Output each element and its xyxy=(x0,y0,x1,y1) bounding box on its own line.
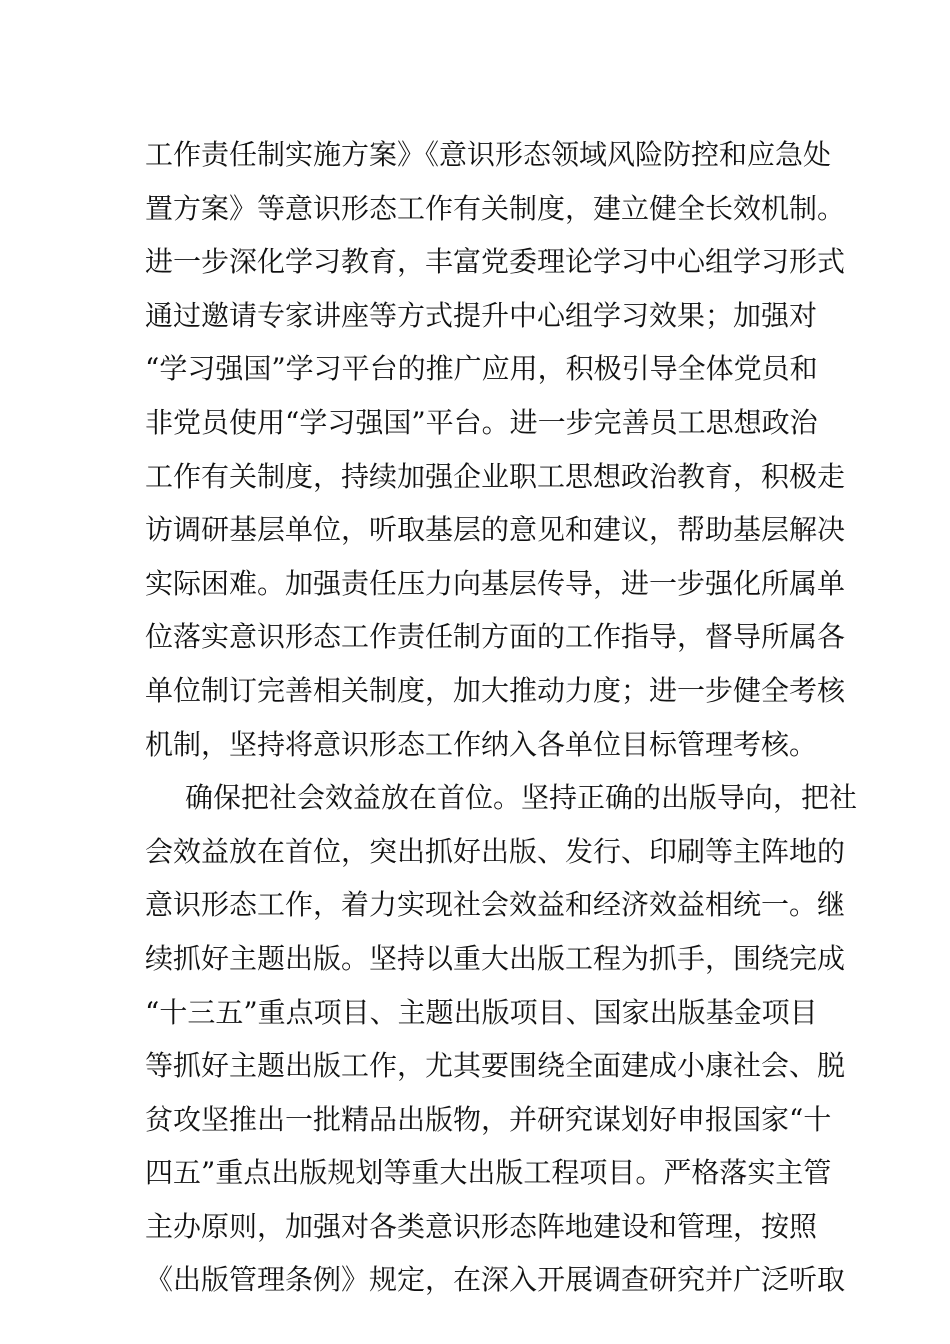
text-line: 访调研基层单位，听取基层的意见和建议，帮助基层解决 xyxy=(145,513,846,547)
paragraph-2 xyxy=(145,771,858,1307)
text-line: 续抓好主题出版。坚持以重大出版工程为抓手，围绕完成 xyxy=(145,941,846,975)
text-line: “学习强国”学习平台的推广应用，积极引导全体党员和 xyxy=(145,352,818,386)
text-line: 位落实意识形态工作责任制方面的工作指导，督导所属各 xyxy=(145,620,846,654)
text-line: 贫攻坚推出一批精品出版物，并研究谋划好申报国家“十 xyxy=(145,1102,832,1136)
paragraph-1 xyxy=(145,128,846,771)
text-line: 单位制订完善相关制度，加大推动力度；进一步健全考核 xyxy=(145,673,846,707)
text-line: 主办原则，加强对各类意识形态阵地建设和管理，按照 xyxy=(145,1209,818,1243)
text-line: 进一步深化学习教育，丰富党委理论学习中心组学习形式 xyxy=(145,245,846,279)
text-line: 四五”重点出版规划等重大出版工程项目。严格落实主管 xyxy=(145,1156,832,1190)
text-line: 确保把社会效益放在首位。坚持正确的出版导向，把社 xyxy=(185,781,858,815)
text-line: 《出版管理条例》规定，在深入开展调查研究并广泛听取 xyxy=(145,1263,846,1297)
text-line: 工作有关制度，持续加强企业职工思想政治教育，积极走 xyxy=(145,459,846,493)
document-body xyxy=(145,128,858,1307)
text-line: 工作责任制实施方案》《意识形态领域风险防控和应急处 xyxy=(145,138,832,171)
text-line: 通过邀请专家讲座等方式提升中心组学习效果；加强对 xyxy=(145,298,818,332)
text-line: 置方案》等意识形态工作有关制度，建立健全长效机制。 xyxy=(145,191,846,225)
text-line: 非党员使用“学习强国”平台。进一步完善员工思想政治 xyxy=(145,405,818,439)
text-line: 等抓好主题出版工作，尤其要围绕全面建成小康社会、脱 xyxy=(145,1049,846,1083)
text-line: 实际困难。加强责任压力向基层传导，进一步强化所属单 xyxy=(145,566,846,600)
text-line: 会效益放在首位，突出抓好出版、发行、印刷等主阵地的 xyxy=(145,834,846,868)
text-line: “十三五”重点项目、主题出版项目、国家出版基金项目 xyxy=(145,995,818,1029)
text-line: 意识形态工作，着力实现社会效益和经济效益相统一。继 xyxy=(145,888,846,922)
text-line: 机制，坚持将意识形态工作纳入各单位目标管理考核。 xyxy=(145,727,818,761)
